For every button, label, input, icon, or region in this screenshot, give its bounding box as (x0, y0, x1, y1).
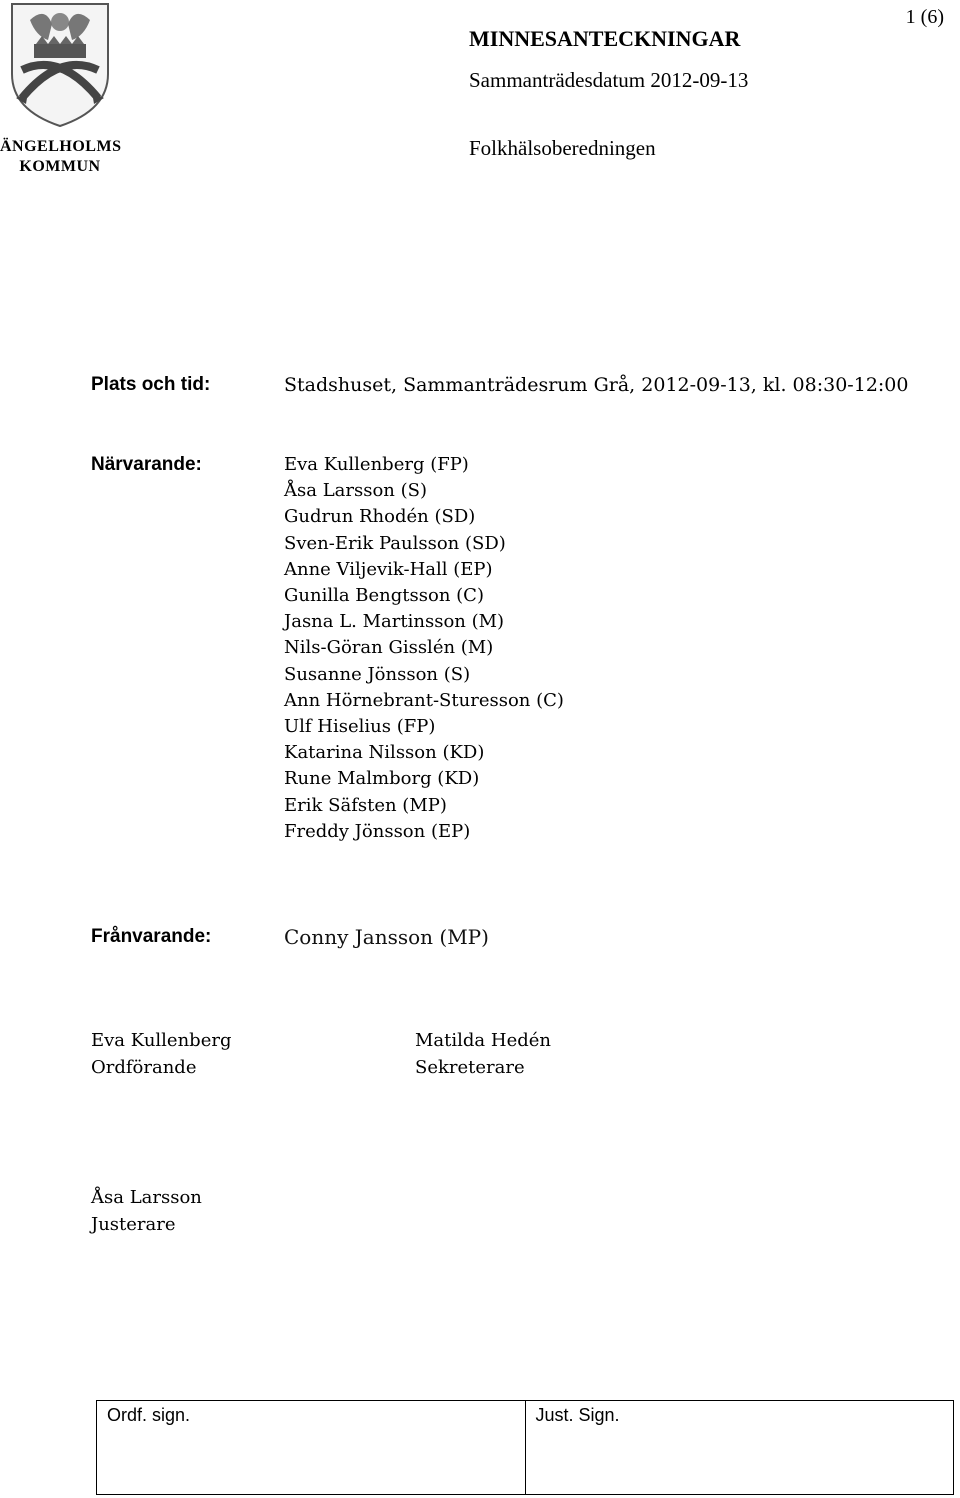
attendee: Freddy Jönsson (EP) (284, 820, 471, 842)
attendee: Gunilla Bengtsson (C) (284, 585, 484, 607)
committee-name: Folkhälsoberedningen (469, 136, 656, 160)
adjuster-role: Justerare (91, 1214, 176, 1235)
adjuster-name: Åsa Larsson (91, 1187, 202, 1208)
adjuster-signature-label: Just. Sign. (535, 1405, 620, 1425)
attendee: Rune Malmborg (KD) (284, 768, 480, 790)
chair-signature-label: Ordf. sign. (107, 1405, 191, 1425)
place-label: Plats och tid: (91, 374, 211, 395)
attendee: Ulf Hiselius (FP) (284, 716, 436, 738)
chair-name: Eva Kullenberg (91, 1030, 232, 1051)
municipality-logo (0, 0, 120, 180)
attendee: Nils-Göran Gisslén (M) (284, 637, 494, 659)
coat-of-arms-icon (0, 0, 120, 130)
logo-line-2: KOMMUN (19, 158, 101, 175)
attendee: Erik Säfsten (MP) (284, 794, 447, 816)
secretary-name: Matilda Hedén (415, 1030, 552, 1051)
attendee: Anne Viljevik-Hall (EP) (284, 558, 493, 580)
attendee: Åsa Larsson (S) (284, 480, 427, 502)
place-value: Stadshuset, Sammanträdesrum Grå, 2012-09-13, kl. 08:30-12:00 (284, 374, 909, 396)
page-number: 1 (6) (905, 6, 944, 28)
attendee: Ann Hörnebrant-Sturesson (C) (284, 689, 564, 711)
attendee: Katarina Nilsson (KD) (284, 742, 485, 764)
absent-value: Conny Jansson (MP) (284, 925, 489, 949)
meeting-date: Sammanträdesdatum 2012-09-13 (469, 68, 749, 92)
present-label: Närvarande: (91, 454, 202, 475)
attendee: Sven-Erik Paulsson (SD) (284, 532, 506, 554)
absent-label: Frånvarande: (91, 926, 212, 947)
attendee: Eva Kullenberg (FP) (284, 454, 469, 475)
logo-line-1: ÄNGELHOLMS (0, 138, 122, 155)
attendee: Jasna L. Martinsson (M) (284, 611, 505, 633)
attendee: Susanne Jönsson (S) (284, 663, 471, 685)
chair-role: Ordförande (91, 1057, 197, 1078)
document-title: MINNESANTECKNINGAR (469, 26, 741, 51)
attendee-list (284, 452, 564, 845)
chair-signature-cell (97, 1401, 525, 1494)
adjuster-signature-cell (525, 1401, 954, 1494)
attendee: Gudrun Rhodén (SD) (284, 506, 476, 528)
secretary-role: Sekreterare (415, 1057, 525, 1078)
signature-box (96, 1400, 954, 1495)
